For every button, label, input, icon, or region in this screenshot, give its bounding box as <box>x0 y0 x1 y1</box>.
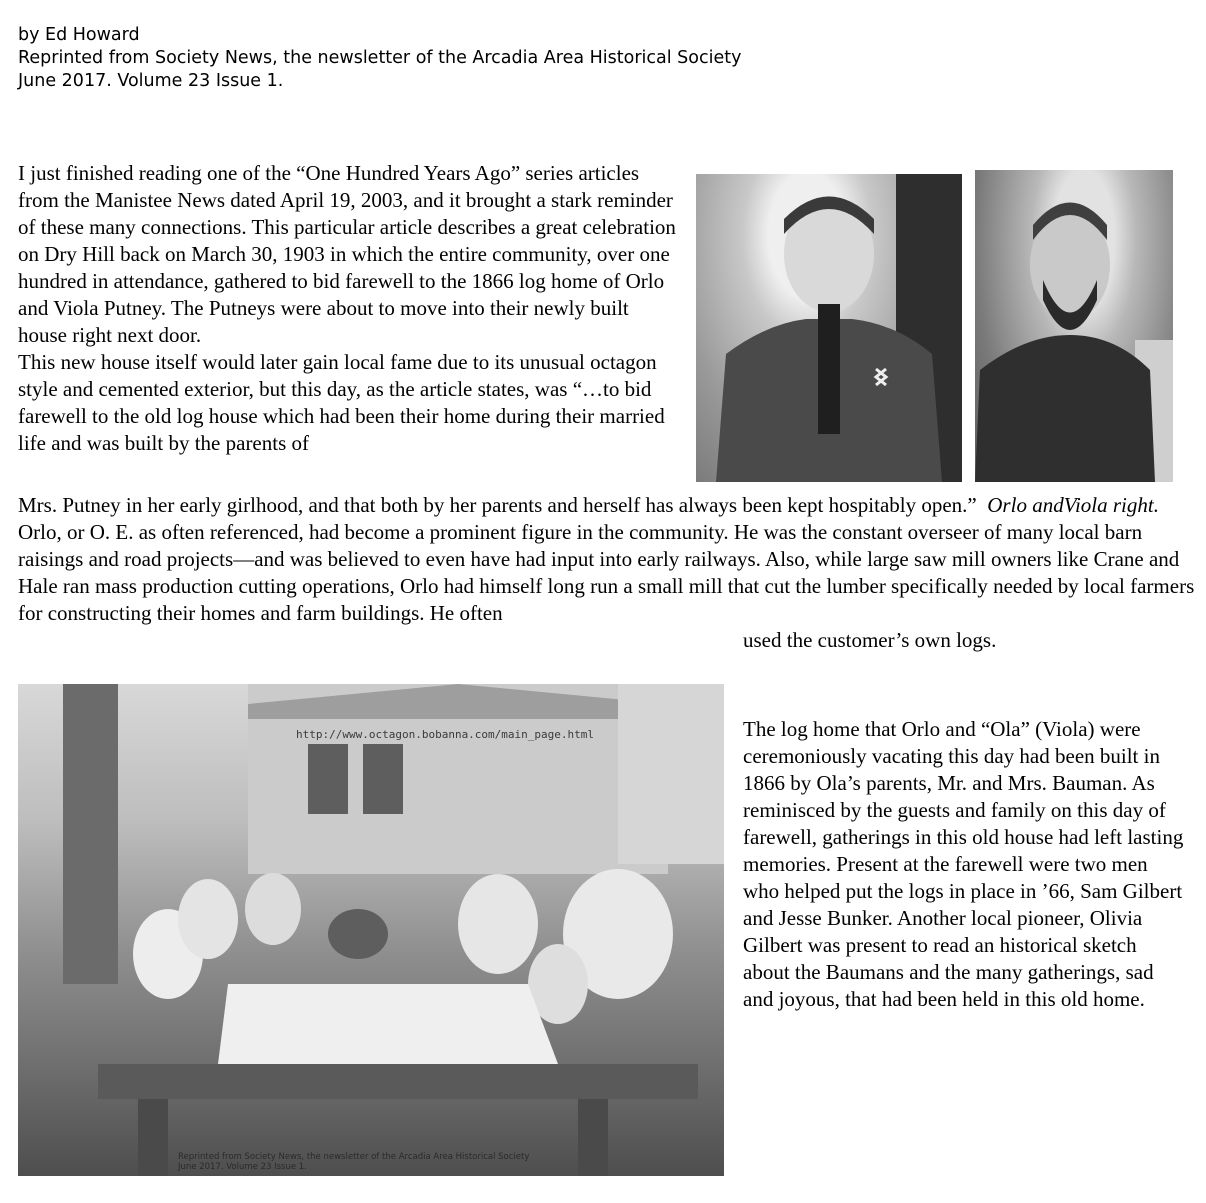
portrait-orlo-photo <box>975 170 1173 482</box>
continuation-block <box>18 492 1198 654</box>
photo-watermark: http://www.octagon.bobanna.com/main_page.html <box>296 728 595 741</box>
intro-column <box>18 160 678 457</box>
reprint-line: Reprinted from Society News, the newsletter of the Arcadia Area Historical Society <box>18 48 742 68</box>
paragraph-3-tail: used the customer’s own logs. <box>743 628 997 652</box>
paragraph-1: I just finished reading one of the “One Hundred Years Ago” series articles from the Manistee News dated April 19, 2003, and it brought a stark reminder of these many connections. This particular article describes a great celebration on Dry Hill back on March 30, 1903 in which the entire community, over one hundred in attendance, gathered to bid farewell to the 1866 log home of Orlo and Viola Putney. The Putneys were about to move into their newly built house right next door. <box>18 161 676 347</box>
paragraph-2-end: Mrs. Putney in her early girlhood, and that both by her parents and herself has always been kept hospitably open.” Orlo andViola right. <box>18 493 1159 517</box>
paragraph-3: Orlo, or O. E. as often referenced, had become a prominent figure in the community. He was the constant overseer of many local barn raisings and road projects—and was believed to even have had input into early railways. Also, while large saw mill owners like Crane and Hale ran mass production cutting operations, Orlo had himself long run a small mill that cut the lumber specifically needed by local farmers for constructing their homes and farm buildings. He often <box>18 520 1195 625</box>
photo-caption: Orlo andViola right. <box>987 493 1159 517</box>
portrait-viola-photo <box>696 174 962 482</box>
farewell-gathering-photo <box>18 684 724 1176</box>
paragraph-2-start: This new house itself would later gain local fame due to its unusual octagon style and cemented exterior, but this day, as the article states, was “…to bid farewell to the old log house which had been their home during their married life and was built by the parents of <box>18 350 665 455</box>
issue-line: June 2017. Volume 23 Issue 1. <box>18 71 284 91</box>
byline <box>18 24 741 93</box>
right-column <box>743 716 1188 1013</box>
photo-credit: Reprinted from Society News, the newsletter of the Arcadia Area Historical Society June 2017. Volume 23 Issue 1. <box>178 1152 530 1172</box>
author-line: by Ed Howard <box>18 25 140 45</box>
paragraph-4: The log home that Orlo and “Ola” (Viola) were ceremoniously vacating this day had been built in 1866 by Ola’s parents, Mr. and Mrs. Bauman. As reminisced by the guests and family on this day of farewell, gatherings in this old house had left lasting memories. Present at the farewell were two men who helped put the logs in place in ’66, Sam Gilbert and Jesse Bunker. Another local pioneer, Olivia Gilbert was present to read an historical sketch about the Baumans and the many gatherings, sad and joyous, that had been held in this old home. <box>743 717 1184 1011</box>
